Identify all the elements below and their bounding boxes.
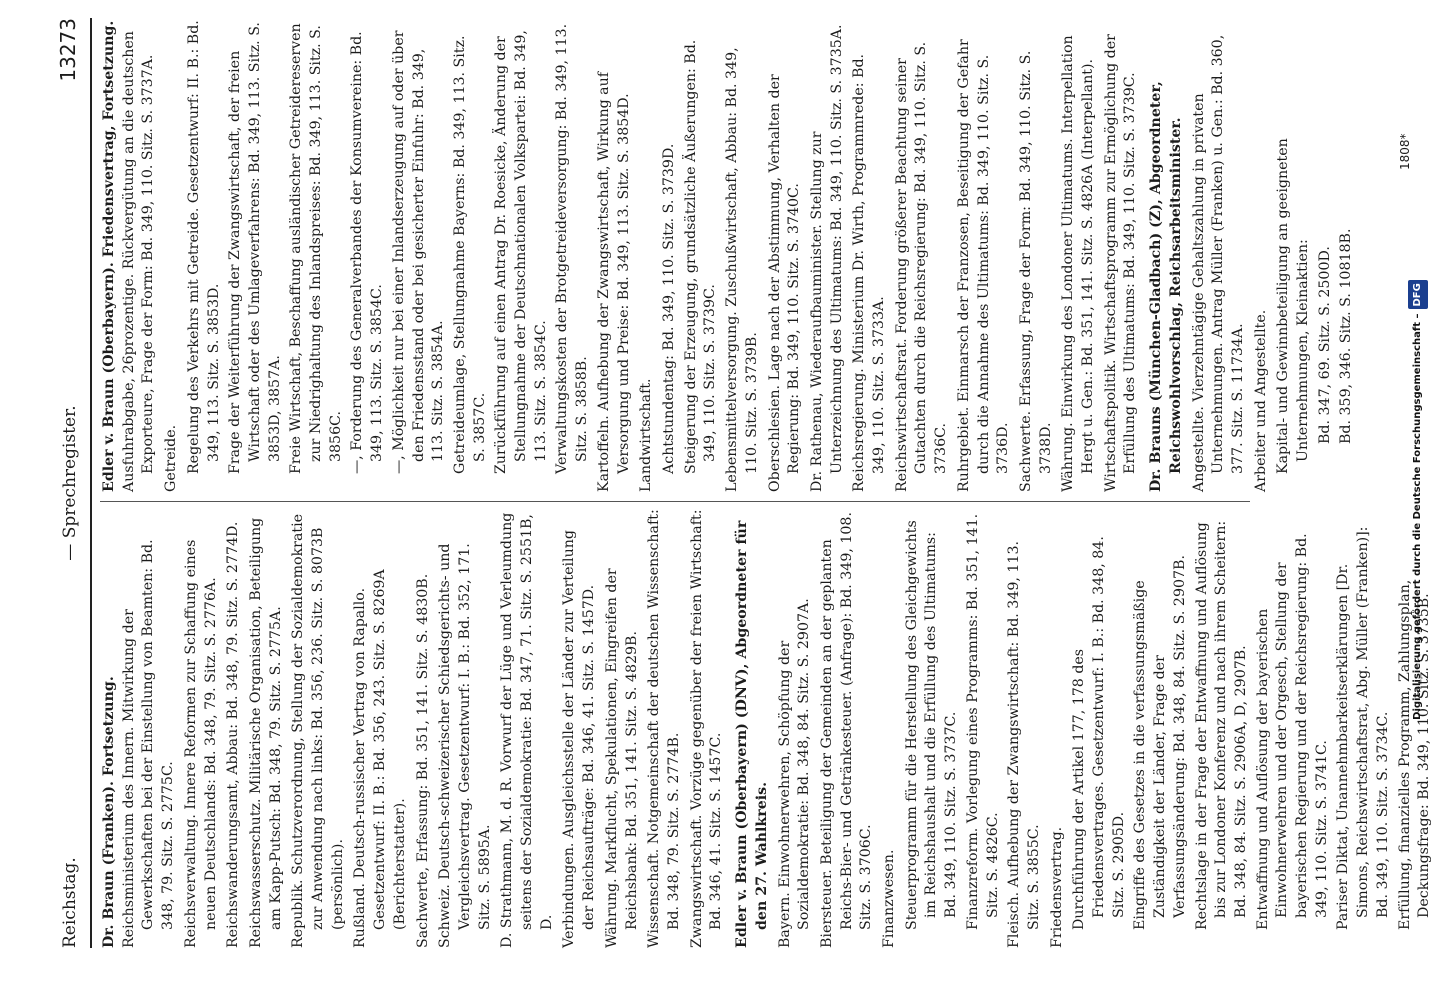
entry: Ruhrgebiet. Einmarsch der Franzosen, Beseitigung der Gefahr durch die Annahme des Ultimatums: Bd. 349, 110. Sitz. S. 3736D. — [955, 39, 1012, 492]
entry: Republik. Schutzverordnung, Stellung der Sozialdemokratie zur Anwendung nach links: Bd. 356, 236. Sitz. S. 8073B (persönlich). — [290, 513, 346, 948]
subentry: Verwaltungskosten der Brotgetreideversorgung: Bd. 349, 113. Sitz. S. 3858B. — [554, 23, 591, 474]
entry: Landwirtschaft. — [638, 378, 655, 492]
subentry: Bd. 347, 69. Sitz. S. 2500D. — [1316, 246, 1333, 444]
entry: Fleisch. Aufhebung der Zwangswirtschaft: Bd. 349, 113. Sitz. S. 3855C. — [1006, 541, 1042, 948]
entry: Reichsregierung. Ministerium Dr. Wirth, Programmrede: Bd. 349, 110. Sitz. S. 3733A. — [851, 53, 888, 492]
subentry: Achtstundentag: Bd. 349, 110. Sitz. S. 3739D. — [660, 143, 677, 474]
entry: Verbindungen. Ausgleichsstelle der Länder zur Verteilung der Reichsaufträge: Bd. 346, 41. Sitz. S. 1457D. — [561, 530, 598, 948]
entry: Reichsverwaltung. Innere Reformen zur Schaffung eines neuen Deutschlands: Bd. 348, 79. Sitz. S. 2776A. — [182, 539, 219, 948]
entry: Finanzwesen. — [881, 849, 898, 948]
subentry: Erfüllung, finanzielles Programm, Zahlungsplan, Deckungsfrage: Bd. 349, 110. Sitz. S. 3735B. — [1396, 579, 1433, 930]
header-rule — [90, 18, 92, 948]
subentry: —, Forderung des Generalverbandes der Konsumvereine: Bd. 349, 113. Sitz. S. 3854C. — [349, 31, 386, 474]
right-column — [100, 18, 1380, 492]
entry: Lebensmittelversorgung. Zuschußwirtschaft, Abbau: Bd. 349, 110. Sitz. S. 3739B. — [724, 47, 760, 492]
subentry: Steuerprogramm für die Herstellung des Gleichgewichts im Reichshaushalt und die Erfüllung des Ultimatums: Bd. 349, 110. Sitz. S. 3737C. — [903, 520, 960, 930]
entry: Wissenschaft. Notgemeinschaft der deutschen Wissenschaft: Bd. 348, 79. Sitz. S. 2774B. — [646, 509, 682, 948]
subentry: Regelung des Verkehrs mit Getreide. Gesetzentwurf: II. B.: Bd. 349, 113. Sitz. S. 3853D. — [185, 20, 222, 474]
header-title: — Sprechregister. — [60, 405, 80, 561]
column-divider — [100, 501, 1250, 502]
entry: Schweiz. Deutsch-schweizerischer Schiedsgerichts- und Vergleichsvertrag. Gesetzentwurf: I. B.: Bd. 352, 171. Sitz. S. 5895A. — [437, 543, 493, 948]
page-header — [42, 18, 82, 948]
entry: Rußland. Deutsch-russischer Vertrag von Rapallo. Gesetzentwurf: II. B.: Bd. 356, 243. Sitz. S. 8269A (Berichterstatter). — [352, 569, 408, 948]
entry: Angestellte. Vierzehntägige Gehaltszahlung in privaten Unternehmungen. Antrag Müller (Franken) u. Gen.: Bd. 360, 377. Sitz. S. 11734A. — [1190, 34, 1246, 492]
subentry: Pariser Diktat, Unannehmbarkeitserklärungen [Dr. Simons, Reichswirtschaftsrat, Abg. Müller (Franken)]: Bd. 349, 110. Sitz. S. 3734C. — [1335, 526, 1391, 930]
subentry: Eingriffe des Gesetzes in die verfassungsmäßige Zuständigkeit der Länder, Frage der Verfassungsänderung: Bd. 348, 84. Sitz. S. 2907B. — [1132, 555, 1188, 930]
entry: Friedensvertrag. — [1048, 826, 1065, 948]
entry: Währung. Einwirkung des Londoner Ultimatums. Interpellation Hergt u. Gen.: Bd. 351, 141. Sitz. S. 4826A (Interpellant). — [1060, 35, 1097, 492]
header-left: Reichstag. — [60, 857, 80, 948]
entry: Zwangswirtschaft. Vorzüge gegenüber der freien Wirtschaft: Bd. 346, 41. Sitz. S. 1457C. — [688, 509, 725, 948]
subentry: Steigerung der Erzeugung, grundsätzliche Äußerungen: Bd. 349, 110. Sitz. S. 3739C. — [682, 39, 719, 474]
entry: Reichsministerium des Innern. Mitwirkung der Gewerkschaften bei der Einstellung von Beamten: Bd. 348, 79. Sitz. S. 2775C. — [120, 539, 177, 948]
entry: Arbeiter und Angestellte. — [1252, 309, 1269, 492]
entry-heading: Edler v. Braun (Oberbayern) (DNV), Abgeordneter für den 27. Wahlkreis. — [734, 520, 770, 948]
dfg-logo: DFG — [1408, 280, 1428, 309]
subentry: Bd. 359, 346. Sitz. S. 10818B. — [1338, 228, 1355, 444]
subentry: Zurückführung auf einen Antrag Dr. Roesicke, Änderung der Stellungnahme der Deutschnationalen Volkspartei: Bd. 349, 113. Sitz. S. 3854C. — [493, 30, 549, 474]
subentry: Frage der Weiterführung der Zwangswirtschaft, der freien Wirtschaft oder des Umlageverfahrens: Bd. 349, 113. Sitz. S. 3853D, 3857A. — [227, 22, 283, 474]
entry: Oberschlesien. Lage nach der Abstimmung, Verhalten der Regierung: Bd. 349, 110. Sitz. S. 3740C. — [766, 74, 803, 492]
digitization-text: Digitalisierung gefördert durch die Deutsche Forschungsgemeinschaft – — [1412, 313, 1423, 720]
entry: Biersteuer. Beteiligung der Gemeinden an der geplanten Reichs-Bier- und Getränkesteuer. (Anfrage): Bd. 349, 108. Sitz. S. 3706C. — [818, 512, 875, 948]
subentry: Durchführung der Artikel 177, 178 des Friedensvertrages. Gesetzentwurf: I. B.: Bd. 348, 84. Sitz. S. 2905D. — [1071, 536, 1127, 930]
entry: D. Strathmann, M. d. R. Vorwurf der Lüge und Verleumdung seitens der Sozialdemokratie: Bd. 347, 71. Sitz. S. 2551B, D. — [499, 512, 555, 948]
subentry: Getreideumlage, Stellungnahme Bayerns: Bd. 349, 113. Sitz. S. 3857C. — [451, 35, 488, 474]
subentry: —, Möglichkeit nur bei einer Inlandserzeugung auf oder über den Friedensstand oder bei gesicherter Einfuhr: Bd. 349, 113. Sitz. S. 3854A. — [390, 30, 447, 474]
digitization-notice — [1408, 8, 1428, 992]
entry: Währung. Markflucht, Spekulationen, Eingreifen der Reichsbank: Bd. 351, 141. Sitz. S. 4829B. — [603, 568, 640, 948]
entry: Reichswanderungsamt, Abbau: Bd. 348, 79. Sitz. S. 2774D. — [225, 521, 242, 948]
subentry: Finanzreform. Vorlegung eines Programms: Bd. 351, 141. Sitz. S. 4826C. — [964, 513, 1001, 930]
subentry: Kapital- und Gewinnbeteiligung an geeigneten Unternehmungen, Kleinaktien: — [1275, 138, 1312, 474]
entry: Wirtschaftspolitik. Wirtschaftsprogramm zur Ermöglichung der Erfüllung des Ultimatums: Bd. 349, 110. Sitz. S. 3739C. — [1102, 34, 1139, 492]
entry-heading: Edler v. Braun (Oberbayern). Friedensvertrag, Fortsetzung. — [101, 20, 117, 492]
entry-heading: Dr. Braun (Franken). Fortsetzung. — [101, 676, 117, 948]
entry: Reichswirtschaftsrat. Forderung größerer Beachtung seiner Gutachten durch die Reichsregierung: Bd. 349, 110. Sitz. S. 3736C. — [893, 41, 950, 492]
subentry: Rechtslage in der Frage der Entwaffnung und Auflösung bis zur Londoner Konferenz und nach ihrem Scheitern: Bd. 348, 84. Sitz. S. 2906A, D, 2907B. — [1193, 520, 1249, 930]
entry: Sachwerte, Erfassung: Bd. 351, 141. Sitz. S. 4830B. — [414, 573, 431, 948]
entry: Kartoffeln. Aufhebung der Zwangswirtschaft, Wirkung auf Versorgung und Preise: Bd. 349, 113. Sitz. S. 3854D. — [595, 71, 632, 492]
entry: Bayern. Einwohnerwehren, Schöpfung der Sozialdemokratie: Bd. 348, 84. Sitz. S. 2907A. — [776, 598, 813, 948]
entry: Getreide. — [163, 424, 180, 492]
entry: Dr. Rathenau, Wiederaufbauminister. Stellung zur Unterzeichnung des Ultimatums: Bd. 349, 110. Sitz. S. 3735A. — [808, 24, 845, 492]
entry-heading: Dr. Brauns (München-Gladbach) (Z), Abgeordneter, Reichswohlvorschlag, Reichsarbeitsminister. — [1148, 81, 1184, 492]
entry: Ausfuhrabgabe, 26prozentige. Rückvergütung an die deutschen Exporteure, Frage der Form: Bd. 349, 110. Sitz. S. 3737A. — [120, 31, 157, 492]
folio-mark: 1808* — [1398, 133, 1412, 170]
subentry: Freie Wirtschaft, Beschaffung ausländischer Getreidereserven zur Niedrighaltung des Inlandspreises: Bd. 349, 113. Sitz. S. 3856C. — [288, 23, 344, 474]
page-number: 13273 — [56, 18, 80, 82]
subentry: Entwaffnung und Auflösung der bayerischen Einwohnerwehren und der Orgesch, Stellung der bayerischen Regierung und der Reichsregierung: Bd. 349, 110. Sitz. S. 3741C. — [1254, 533, 1330, 930]
entry: Sachwerte. Erfassung, Frage der Form: Bd. 349, 110. Sitz. S. 3738D. — [1017, 50, 1054, 492]
entry: Reichswasserschutz. Militärische Organisation, Beteiligung am Kapp-Putsch: Bd. 348, 79. Sitz. S. 2775A. — [247, 517, 284, 948]
